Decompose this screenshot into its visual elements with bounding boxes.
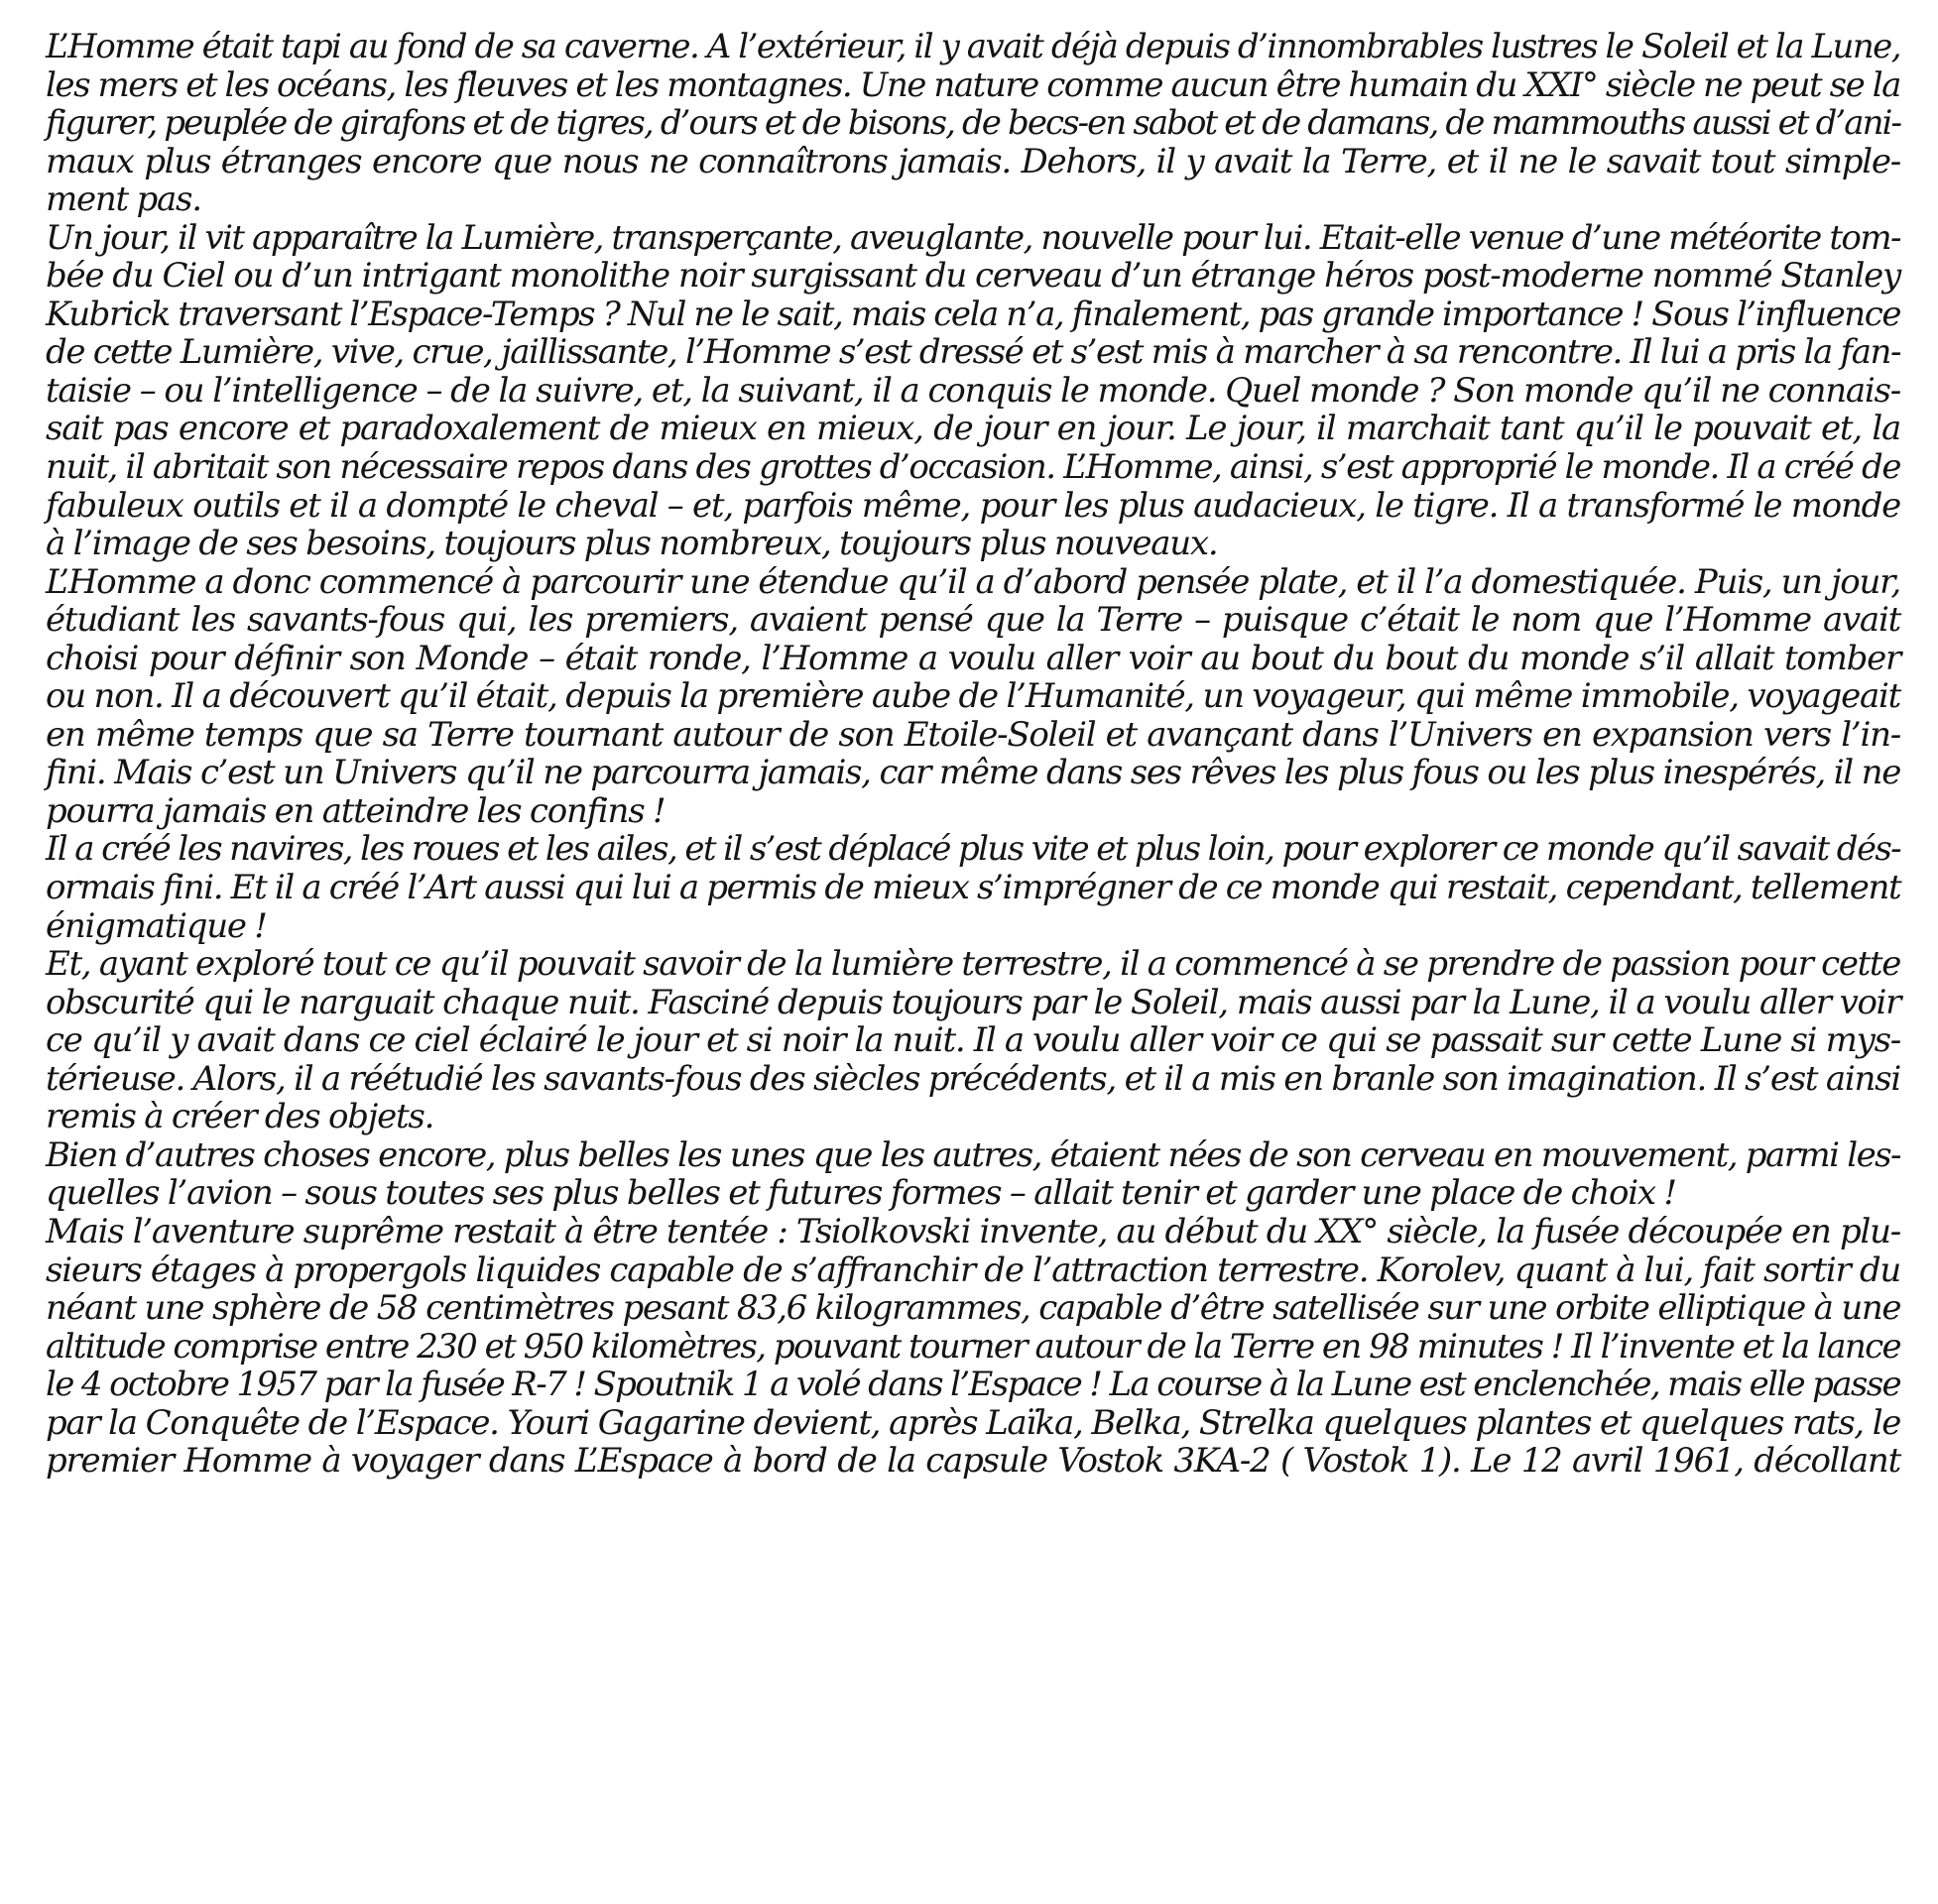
text-line: Il a créé les navires, les roues et les ailes, et il s’est déplacé plus vite et plus loin, pour explorer ce monde qu’il savait dés- bbox=[46, 829, 1900, 870]
text-line: remis à créer des objets. bbox=[46, 1097, 434, 1137]
text-line: bée du Ciel ou d’un intrigant monolithe noir surgissant du cerveau d’un étrange héros post-moderne nommé Stanley bbox=[46, 256, 1900, 297]
text-line: ormais fini. Et il a créé l’Art aussi qui lui a permis de mieux s’imprégner de ce monde qui restait, cependant, tellement bbox=[46, 868, 1901, 908]
text-line: nuit, il abritait son nécessaire repos dans des grottes d’occasion. L’Homme, ainsi, s’est approprié le monde. Il a créé de bbox=[46, 447, 1900, 488]
text-line: L’Homme était tapi au fond de sa caverne. A l’extérieur, il y avait déjà depuis d’innombrables lustres le Soleil et la Lune, bbox=[46, 27, 1900, 66]
text-line: quelles l’avion – sous toutes ses plus belles et futures formes – allait tenir et garder une place de choix ! bbox=[46, 1173, 1676, 1214]
text-line: Un jour, il vit apparaître la Lumière, transperçante, aveuglante, nouvelle pour lui. Etait-elle venue d’une météorite tom- bbox=[46, 217, 1900, 258]
text-line: taisie – ou l’intelligence – de la suivre, et, la suivant, il a conquis le monde. Quel monde ? Son monde qu’il ne connais- bbox=[46, 370, 1900, 411]
text-line: Et, ayant exploré tout ce qu’il pouvait savoir de la lumière terrestre, il a commencé à se prendre de passion pour cette bbox=[46, 944, 1900, 985]
text-line: altitude comprise entre 230 et 950 kilomètres, pouvant tourner autour de la Terre en 98 minutes ! Il l’invente et la lance bbox=[46, 1326, 1900, 1367]
text-line: figurer, peuplée de girafons et de tigres, d’ours et de bisons, de becs-en sabot et de damans, de mammouths aussi et d’ani- bbox=[46, 103, 1900, 144]
document-page bbox=[46, 28, 1900, 1872]
text-line: fabuleux outils et il a dompté le cheval – et, parfois même, pour les plus audacieux, le tigre. Il a transformé le monde bbox=[46, 485, 1900, 526]
text-line: obscurité qui le narguait chaque nuit. Fasciné depuis toujours par le Soleil, mais aussi par la Lune, il a voulu aller voir bbox=[46, 982, 1900, 1022]
text-line: néant une sphère de 58 centimètres pesant 83,6 kilogrammes, capable d’être satellisée sur une orbite elliptique à une bbox=[46, 1288, 1900, 1329]
text-line: de cette Lumière, vive, crue, jaillissante, l’Homme s’est dressé et s’est mis à marcher à sa rencontre. Il lui a pris la fan- bbox=[46, 332, 1900, 373]
text-line: par la Conquête de l’Espace. Youri Gagarine devient, après Laïka, Belka, Strelka quelques plantes et quelques rats, le bbox=[46, 1402, 1900, 1443]
text-line: sieurs étages à propergols liquides capable de s’affranchir de l’attraction terrestre. Korolev, quant à lui, fait sortir du bbox=[46, 1250, 1900, 1290]
text-line: ce qu’il y avait dans ce ciel éclairé le jour et si noir la nuit. Il a voulu aller voir ce qui se passait sur cette Lune si mys- bbox=[46, 1020, 1900, 1061]
text-line: sait pas encore et paradoxalement de mieux en mieux, de jour en jour. Le jour, il marchait tant qu’il le pouvait et, la bbox=[46, 409, 1900, 449]
text-line: les mers et les océans, les fleuves et les montagnes. Une nature comme aucun être humain du XXI° siècle ne peut se la bbox=[46, 64, 1900, 105]
text-line: en même temps que sa Terre tournant autour de son Etoile-Soleil et avançant dans l’Univers en expansion vers l’in- bbox=[46, 714, 1900, 755]
text-line: Kubrick traversant l’Espace-Temps ? Nul ne le sait, mais cela n’a, finalement, pas grande importance ! Sous l’influence bbox=[46, 294, 1900, 334]
text-line: térieuse. Alors, il a réétudié les savants-fous des siècles précédents, et il a mis en branle son imagination. Il s’est ainsi bbox=[46, 1058, 1900, 1099]
text-line: ment pas. bbox=[46, 179, 201, 220]
text-line: maux plus étranges encore que nous ne connaîtrons jamais. Dehors, il y avait la Terre, et il ne le savait tout simple- bbox=[46, 141, 1900, 181]
text-line: étudiant les savants-fous qui, les premiers, avaient pensé que la Terre – puisque c’était le nom que l’Homme avait bbox=[46, 600, 1900, 641]
text-line: fini. Mais c’est un Univers qu’il ne parcourra jamais, car même dans ses rêves les plus fous ou les plus inespérés, il ne bbox=[46, 753, 1900, 793]
text-line: L’Homme a donc commencé à parcourir une étendue qu’il a d’abord pensée plate, et il l’a domestiquée. Puis, un jour, bbox=[46, 561, 1900, 602]
text-line: choisi pour définir son Monde – était ronde, l’Homme a voulu aller voir au bout du bout du monde s’il allait tomber bbox=[46, 638, 1900, 678]
text-line: pourra jamais en atteindre les confins ! bbox=[46, 790, 666, 831]
text-line: Mais l’aventure suprême restait à être tentée : Tsiolkovski invente, au début du XX° siècle, la fusée découpée en plu- bbox=[46, 1211, 1900, 1251]
text-line: premier Homme à voyager dans L’Espace à bord de la capsule Vostok 3KA-2 ( Vostok 1). Le 12 avril 1961, décollant bbox=[46, 1441, 1900, 1482]
text-line: énigmatique ! bbox=[46, 905, 267, 946]
text-line: Bien d’autres choses encore, plus belles les unes que les autres, étaient nées de son cerveau en mouvement, parmi les- bbox=[46, 1134, 1900, 1175]
text-line: ou non. Il a découvert qu’il était, depuis la première aube de l’Humanité, un voyageur, qui même immobile, voyageait bbox=[46, 676, 1900, 717]
text-line: le 4 octobre 1957 par la fusée R-7 ! Spoutnik 1 a volé dans l’Espace ! La course à la Lune est enclenchée, mais elle passe bbox=[46, 1365, 1900, 1405]
text-line: à l’image de ses besoins, toujours plus nombreux, toujours plus nouveaux. bbox=[46, 524, 1218, 564]
